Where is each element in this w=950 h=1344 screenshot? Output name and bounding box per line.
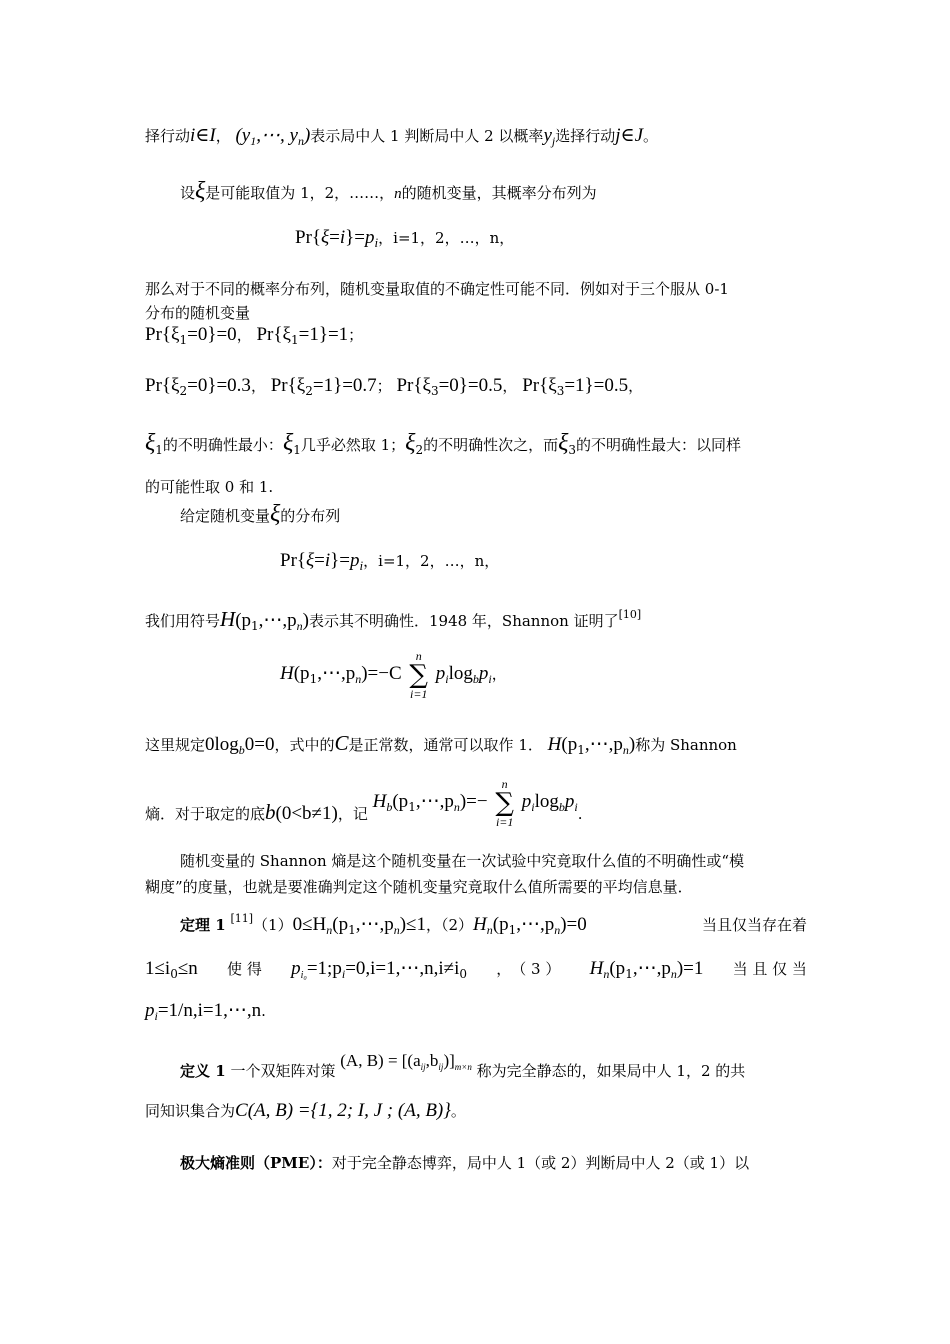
text: 设 [180,184,196,202]
line-12: 我们用符号$H(p_1,\cdots,p_n)$表示其不明确性．1948 年，Shannon 证明了[10] [145,607,642,633]
line-1 [145,125,807,152]
text: 是可能取值为 1，2，……， [205,184,395,202]
line-5: 分布的随机变量 [145,304,251,322]
line-23-principle: 极大熵准则（PME）：对于完全静态博弈，局中人 1（或 2）判断局中人 2（或 1）以 [180,1154,750,1172]
line-7-formula: $Pr\{\xi_2=0\}=0.3$， $Pr\{\xi_2=1\}=0.7$； $Pr\{\xi_3=0\}=0.5$， $Pr\{\xi_3=1\}=0.5$， [145,375,644,398]
text: 选择行动 [555,127,616,145]
line-2 [180,180,807,205]
line-17: 糊度”的度量，也就是要准确判定这个随机变量究竟取什么值所需要的平均信息量． [145,878,693,896]
line-20-theorem: $p_i=1/n,i=1,\cdots,n$. [145,1000,266,1023]
line-3-formula: Pr{ξ=i}=pi，i=1，2，…，n， [295,227,515,250]
line-10: 给定随机变量ξ的分布列 [180,501,341,527]
line-13-formula: $H(p_1,\cdots,p_n)=-C$ n ∑ i=1 $p_i\log_bp_i$， [280,649,507,701]
line-8: $\xi_1$的不明确性最小：$\xi_1$几乎必然取 1；$\xi_2$的不明确性次之，而$\xi_3$的不明确性最大：以同样 [145,430,742,457]
math: $y_j$ [543,125,556,148]
text: 表示局中人 1 判断局中人 2 以概率 [310,127,544,145]
line-6-formula: $Pr\{\xi_1=0\}=0$， $Pr\{\xi_1=1\}=1$； [145,324,364,347]
text: 。 [643,127,659,145]
line-22-definition: 同知识集合为C(A, B) ={1, 2; I, J ; (A, B)}。 [145,1100,466,1121]
line-11-formula: Pr{ξ=i}=pi，i=1，2，…，n， [280,550,500,573]
math: n [394,186,402,202]
text: ， [215,127,231,145]
line-16: 随机变量的 Shannon 熵是这个随机变量在一次试验中究竟取什么值的不明确性或“模 [180,852,745,870]
line-19-theorem: $1\le i_0\le n$ 使 得 $p_{i_0}=1;p_i=0,i=1,\cdots,n,i\ne i_0$ ， （ 3 ） $H_n(p_1,\cdots,p_n)=1$ 当 且 仅 当 [145,958,807,981]
line-4: 那么对于不同的概率分布列，随机变量取值的不确定性可能不同．例如对于三个服从 0-1 [145,280,729,298]
line-21-definition: 定义 1 一个双矩阵对策 (A, $B) = [(a_{ij},b_{ij})]_{m\times n}$ 称为完全静态的，如果局中人 1，2 的共 [180,1051,746,1080]
math: j∈J [615,125,644,146]
summation-sign: n ∑ i=1 [495,777,514,829]
summation-sign: n ∑ i=1 [409,649,428,701]
line-9: 的可能性取 0 和 1. [145,478,274,496]
line-15: 熵．对于取定的底b(0<b≠1)，记 $H_b(p_1,\cdots,p_n)=-$ n ∑ i=1 $p_i\log_bp_i$. [145,777,583,829]
line-14: 这里规定$0\log_b0=0$，式中的C是正常数，通常可以取作 1． $H(p_1,\cdots,p_n)$称为 Shannon [145,731,737,757]
math: i∈I [190,125,216,146]
text: 的随机变量，其概率分布列为 [401,184,597,202]
text: 择行动 [145,127,191,145]
math: ($y_1,\cdots$, $y_n$) [235,125,311,148]
line-18-theorem: 定理 1 $[11](1)0\le H_n(p_1,\cdots,p_n)\le 1$，$(2)H_n(p_1,\cdots,p_n)=0$ 当且仅当存在着 [180,912,807,937]
math: ξ [195,178,206,204]
